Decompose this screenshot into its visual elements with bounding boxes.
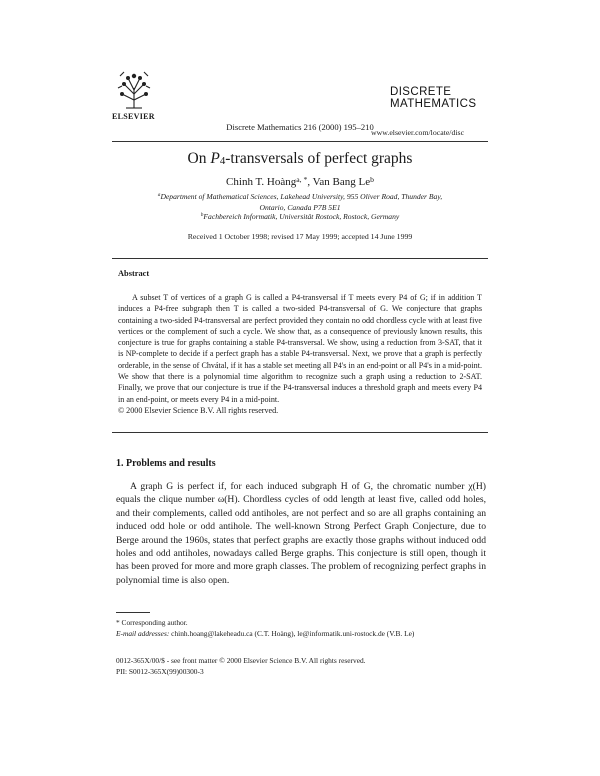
- publisher-logo-text: ELSEVIER: [112, 112, 155, 121]
- pii-line: PII: S0012-365X(99)00300-3: [116, 667, 204, 676]
- affiliation-a-line2: Ontario, Canada P7B 5E1: [259, 202, 341, 212]
- title-prefix: On: [187, 150, 211, 167]
- affiliation-a: [120, 192, 480, 213]
- header-divider: [112, 141, 488, 142]
- email-label: E-mail addresses:: [116, 629, 170, 638]
- author-2-marks: b: [370, 175, 374, 184]
- abstract-heading: Abstract: [118, 269, 150, 278]
- affiliation-b-text: Fachbereich Informatik, Universität Rostock, Rostock, Germany: [203, 212, 400, 221]
- abstract-bottom-divider: [112, 432, 488, 433]
- issn-line: 0012-365X/00/$ - see front matter © 2000 Elsevier Science B.V. All rights reserved.: [116, 656, 366, 665]
- journal-brand-line1: DISCRETE: [390, 86, 452, 98]
- title-sub: 4: [219, 155, 226, 167]
- footnote-emails: [116, 629, 414, 639]
- author-1-marks: a, *: [296, 175, 308, 184]
- abstract-copyright: © 2000 Elsevier Science B.V. All rights reserved.: [118, 405, 279, 415]
- author-line: [0, 176, 600, 188]
- footnote-divider: [116, 612, 150, 613]
- footnote-corresponding: * Corresponding author.: [116, 618, 188, 627]
- author-separator: ,: [307, 176, 313, 188]
- author-2: Van Bang Le: [312, 176, 371, 188]
- abstract-text: A subset T of vertices of a graph G is called a P4-transversal if T meets every P4 of G; if in addition T induces a P4-free subgraph then T is called a two-sided P4-transversal of G. We conjecture that graphs containing a two-sided P4-transversal are perfect provided they contain no odd chordless cycle with at least five vertices or the complement of such a cycle. We show that, as a consequence of previously known results, this conjecture is true for graphs containing a stable P4-transversal. We show, using a reduction from 3-SAT, that it is NP-complete to decide if a perfect graph has a stable P4-transversal. Next, we prove that a graph is perfectly orderable, in the sense of Chvátal, if it has a stable set meeting all P4's in an end-point or all P4's in a mid-point. We show that there is a polynomial time algorithm to recognize such a graph using a reduction to 2-SAT. Finally, we prove that our conjecture is true if the P4-transversal induces a threshold graph and meets every P4 in an end-point, or meets every P4 in a mid-point.: [118, 293, 482, 404]
- received-dates: Received 1 October 1998; revised 17 May 1999; accepted 14 June 1999: [187, 232, 413, 241]
- author-1: Chinh T. Hoàng: [226, 176, 297, 188]
- affiliation-b-mark: b: [200, 212, 204, 218]
- title-suffix: -transversals of perfect graphs: [225, 150, 413, 167]
- section-heading: 1. Problems and results: [116, 458, 216, 469]
- affiliation-a-mark: a: [157, 192, 161, 198]
- journal-brand: [390, 86, 476, 110]
- journal-url[interactable]: www.elsevier.com/locate/disc: [371, 128, 465, 137]
- title-italic: P: [210, 150, 220, 167]
- affiliation-b: [120, 212, 480, 223]
- journal-brand-line2: MATHEMATICS: [390, 98, 477, 110]
- section-body: A graph G is perfect if, for each induced subgraph H of G, the chromatic number χ(H) equals the clique number ω(H). Chordless cycles of odd length at least five, called odd holes, and their complements, called odd antiholes, are not perfect and so are all graphs containing an induced odd hole or odd antihole. The well-known Strong Perfect Graph Conjecture, due to Berge around the 1960s, states that perfect graphs are exactly those graphs without induced odd holes and odd antiholes, nowadays called Berge graphs. This conjecture is still open, though it has been proved for more and more graph classes. The problem of recognizing perfect graphs in polynomial time is also open.: [116, 481, 486, 586]
- abstract-top-divider: [112, 258, 488, 259]
- paper-title: [0, 150, 600, 168]
- email-text[interactable]: chinh.hoang@lakeheadu.ca (C.T. Hoàng), le@informatik.uni-rostock.de (V.B. Le): [171, 629, 415, 638]
- journal-reference: Discrete Mathematics 216 (2000) 195–210: [226, 122, 374, 132]
- abstract-body: [118, 292, 482, 416]
- affiliation-a-line1: Department of Mathematical Sciences, Lakehead University, 955 Oliver Road, Thunder Bay,: [160, 192, 443, 201]
